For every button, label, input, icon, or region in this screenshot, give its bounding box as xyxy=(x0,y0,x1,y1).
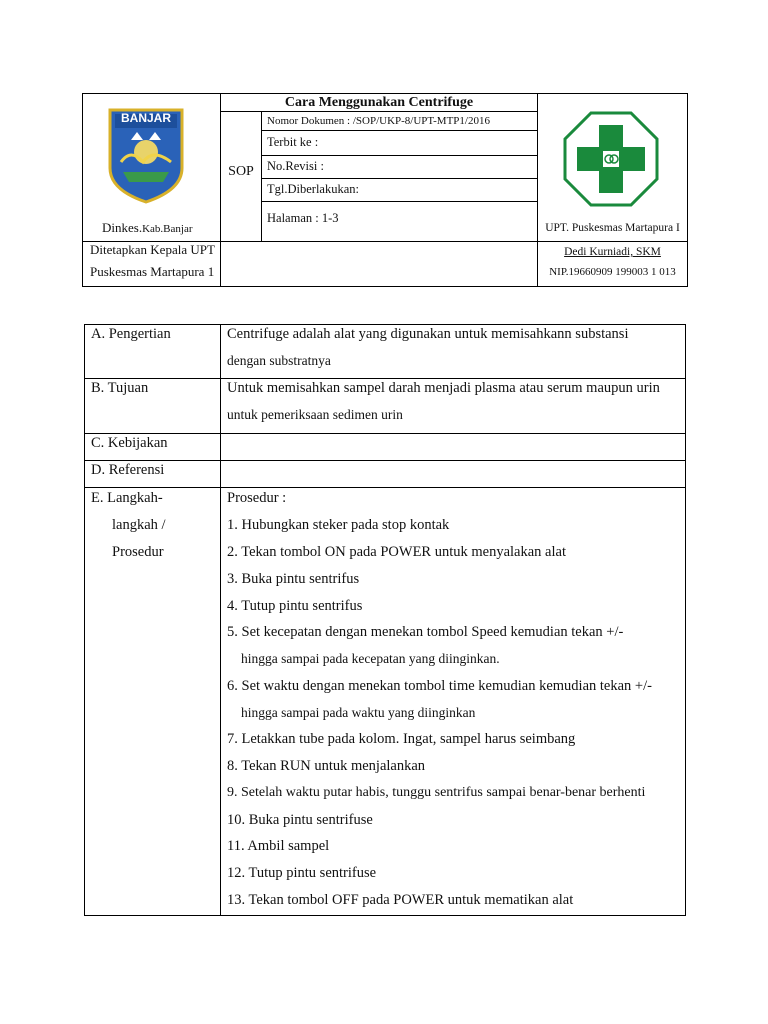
step-5: 5. Set kecepatan dengan menekan tombol Speed kemudian tekan +/- xyxy=(227,624,624,640)
step-13: 13. Tekan tombol OFF pada POWER untuk mematikan alat xyxy=(227,892,574,908)
pengertian-line-1: Centrifuge adalah alat yang digunakan untuk memisahkann substansi xyxy=(227,326,629,342)
step-5-cont: hingga sampai pada kecepatan yang diinginkan. xyxy=(241,651,500,666)
org-right: UPT. Puskesmas Martapura I xyxy=(545,222,680,234)
tujuan-line-2: untuk pemeriksaan sedimen urin xyxy=(227,407,403,422)
org-left-suffix: Kab.Banjar xyxy=(142,223,193,235)
signer-name: Dedi Kurniadi, SKM xyxy=(564,246,661,258)
label-tujuan: B. Tujuan xyxy=(91,380,149,396)
sop-label: SOP xyxy=(228,164,254,179)
step-2: 2. Tekan tombol ON pada POWER untuk menyalakan alat xyxy=(227,544,566,560)
label-langkah-3: Prosedur xyxy=(112,544,164,560)
label-kebijakan: C. Kebijakan xyxy=(91,435,168,451)
label-langkah-1: E. Langkah- xyxy=(91,490,163,506)
step-1: 1. Hubungkan steker pada stop kontak xyxy=(227,517,450,533)
step-12: 12. Tutup pintu sentrifuse xyxy=(227,865,377,881)
ditetapkan-line2: Puskesmas Martapura 1 xyxy=(90,264,215,279)
step-6-cont: hingga sampai pada waktu yang diinginkan xyxy=(241,705,476,720)
step-8: 8. Tekan RUN untuk menjalankan xyxy=(227,758,426,774)
step-11: 11. Ambil sampel xyxy=(227,838,330,854)
no-revisi: No.Revisi : xyxy=(267,159,324,173)
label-referensi: D. Referensi xyxy=(91,462,165,478)
step-6: 6. Set waktu dengan menekan tombol time kemudian kemudian tekan +/- xyxy=(227,678,652,694)
label-pengertian: A. Pengertian xyxy=(91,326,171,342)
doc-number: Nomor Dokumen : /SOP/UKP-8/UPT-MTP1/2016 xyxy=(267,115,490,127)
step-9: 9. Setelah waktu putar habis, tunggu sentrifus sampai benar-benar berhenti xyxy=(227,785,646,800)
ditetapkan-line1: Ditetapkan Kepala UPT xyxy=(90,242,215,257)
signer-nip: NIP.19660909 199003 1 013 xyxy=(549,266,676,278)
org-left xyxy=(102,220,193,237)
org-left-main: Dinkes. xyxy=(102,220,143,235)
step-4: 4. Tutup pintu sentrifus xyxy=(227,598,363,614)
pengertian-line-2: dengan substratnya xyxy=(227,353,331,368)
logo-banner-text: BANJAR xyxy=(120,111,171,125)
tgl-berlaku: Tgl.Diberlakukan: xyxy=(267,182,359,196)
label-langkah-2: langkah / xyxy=(112,517,166,533)
step-3: 3. Buka pintu sentrifus xyxy=(227,571,360,587)
prosedur-intro: Prosedur : xyxy=(227,490,287,506)
step-7: 7. Letakkan tube pada kolom. Ingat, sampel harus seimbang xyxy=(227,731,576,747)
tujuan-line-1: Untuk memisahkan sampel darah menjadi plasma atau serum maupun urin xyxy=(227,380,660,396)
terbit-ke: Terbit ke : xyxy=(267,135,319,149)
puskesmas-logo-icon xyxy=(563,111,659,207)
halaman: Halaman : 1-3 xyxy=(267,211,339,225)
step-10: 10. Buka pintu sentrifuse xyxy=(227,812,373,828)
page-title: Cara Menggunakan Centrifuge xyxy=(284,95,474,110)
